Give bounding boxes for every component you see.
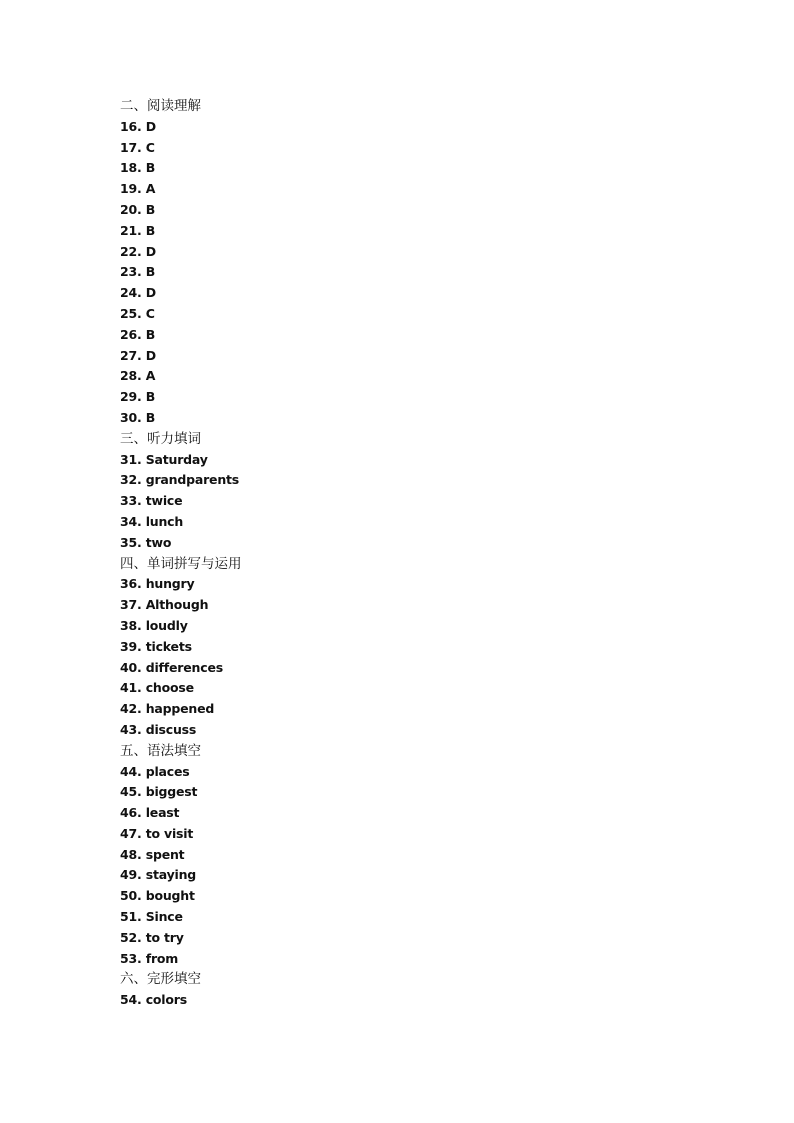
question-number: 44. <box>120 763 142 779</box>
answer-item <box>120 886 740 907</box>
question-number: 51. <box>120 909 142 925</box>
question-number: 42. <box>120 701 142 717</box>
answer-item <box>120 907 740 928</box>
answer-item <box>120 138 740 159</box>
answer-text: two <box>145 534 172 550</box>
answer-text: from <box>145 950 179 966</box>
answer-item <box>120 366 740 387</box>
answer-text: D <box>145 118 156 134</box>
answer-text: twice <box>145 493 183 509</box>
answer-item <box>120 595 740 616</box>
answer-item <box>120 491 740 512</box>
question-number: 48. <box>120 846 142 862</box>
answer-text: hungry <box>145 576 195 592</box>
answer-text: Although <box>145 597 209 613</box>
question-number: 21. <box>120 222 142 238</box>
question-number: 34. <box>120 513 142 529</box>
answer-item <box>120 470 740 491</box>
answer-text: happened <box>145 701 215 717</box>
answer-text: biggest <box>145 784 198 800</box>
answer-section <box>120 96 740 429</box>
answer-text: spent <box>145 846 185 862</box>
answer-item <box>120 387 740 408</box>
answer-text: colors <box>145 992 187 1008</box>
answer-item <box>120 824 740 845</box>
question-number: 23. <box>120 264 142 280</box>
answer-item <box>120 762 740 783</box>
answer-item <box>120 242 740 263</box>
question-number: 37. <box>120 597 142 613</box>
answer-text: B <box>145 160 156 176</box>
answer-item <box>120 179 740 200</box>
question-number: 22. <box>120 243 142 259</box>
question-number: 52. <box>120 929 142 945</box>
answer-item <box>120 283 740 304</box>
section-heading: 五、语法填空 <box>120 742 201 759</box>
answer-text: C <box>145 305 155 321</box>
question-number: 29. <box>120 389 142 405</box>
answer-text: D <box>145 243 156 259</box>
answer-key-document <box>120 96 740 1011</box>
question-number: 31. <box>120 451 142 467</box>
question-number: 45. <box>120 784 142 800</box>
answer-item <box>120 533 740 554</box>
answer-item <box>120 408 740 429</box>
section-heading: 三、听力填词 <box>120 430 201 447</box>
answer-text: differences <box>145 659 223 675</box>
answer-text: least <box>145 805 180 821</box>
question-number: 41. <box>120 680 142 696</box>
answer-item <box>120 325 740 346</box>
answer-section <box>120 969 740 1011</box>
question-number: 24. <box>120 285 142 301</box>
answer-item <box>120 720 740 741</box>
answer-section <box>120 554 740 741</box>
answer-item <box>120 845 740 866</box>
question-number: 27. <box>120 347 142 363</box>
answer-text: discuss <box>145 721 197 737</box>
answer-text: lunch <box>145 513 184 529</box>
question-number: 53. <box>120 950 142 966</box>
question-number: 30. <box>120 409 142 425</box>
question-number: 19. <box>120 181 142 197</box>
answer-text: staying <box>145 867 197 883</box>
question-number: 50. <box>120 888 142 904</box>
answer-text: grandparents <box>145 472 240 488</box>
answer-text: Saturday <box>145 451 208 467</box>
question-number: 43. <box>120 721 142 737</box>
question-number: 54. <box>120 992 142 1008</box>
answer-text: Since <box>145 909 183 925</box>
question-number: 17. <box>120 139 142 155</box>
answer-text: places <box>145 763 190 779</box>
section-heading: 六、完形填空 <box>120 971 201 988</box>
question-number: 18. <box>120 160 142 176</box>
answer-item <box>120 637 740 658</box>
answer-text: B <box>145 264 156 280</box>
answer-text: B <box>145 201 156 217</box>
question-number: 33. <box>120 493 142 509</box>
answer-item <box>120 346 740 367</box>
question-number: 20. <box>120 201 142 217</box>
answer-item <box>120 200 740 221</box>
question-number: 46. <box>120 805 142 821</box>
answer-item <box>120 304 740 325</box>
answer-text: C <box>145 139 155 155</box>
answer-text: A <box>145 368 156 384</box>
question-number: 26. <box>120 326 142 342</box>
answer-item <box>120 512 740 533</box>
answer-text: B <box>145 326 156 342</box>
answer-text: bought <box>145 888 195 904</box>
answer-item <box>120 658 740 679</box>
question-number: 25. <box>120 305 142 321</box>
answer-item <box>120 990 740 1011</box>
answer-item <box>120 699 740 720</box>
answer-text: B <box>145 222 156 238</box>
question-number: 32. <box>120 472 142 488</box>
question-number: 28. <box>120 368 142 384</box>
answer-item <box>120 928 740 949</box>
answer-text: choose <box>145 680 194 696</box>
answer-text: tickets <box>145 638 192 654</box>
answer-text: to visit <box>145 825 194 841</box>
answer-section <box>120 429 740 554</box>
question-number: 35. <box>120 534 142 550</box>
question-number: 40. <box>120 659 142 675</box>
answer-item <box>120 262 740 283</box>
question-number: 36. <box>120 576 142 592</box>
answer-text: loudly <box>145 617 188 633</box>
section-heading: 四、单词拼写与运用 <box>120 555 242 572</box>
answer-item <box>120 158 740 179</box>
answer-item <box>120 450 740 471</box>
question-number: 16. <box>120 118 142 134</box>
answer-item <box>120 574 740 595</box>
answer-item <box>120 803 740 824</box>
answer-text: D <box>145 347 156 363</box>
question-number: 39. <box>120 638 142 654</box>
answer-item <box>120 949 740 970</box>
answer-item <box>120 117 740 138</box>
question-number: 38. <box>120 617 142 633</box>
answer-text: B <box>145 389 156 405</box>
section-heading: 二、阅读理解 <box>120 98 201 114</box>
answer-text: B <box>145 409 156 425</box>
answer-text: A <box>145 181 156 197</box>
answer-item <box>120 782 740 803</box>
answer-text: to try <box>145 929 184 945</box>
answer-item <box>120 221 740 242</box>
answer-item <box>120 678 740 699</box>
answer-item <box>120 865 740 886</box>
question-number: 49. <box>120 867 142 883</box>
question-number: 47. <box>120 825 142 841</box>
answer-section <box>120 741 740 970</box>
answer-item <box>120 616 740 637</box>
answer-text: D <box>145 285 156 301</box>
